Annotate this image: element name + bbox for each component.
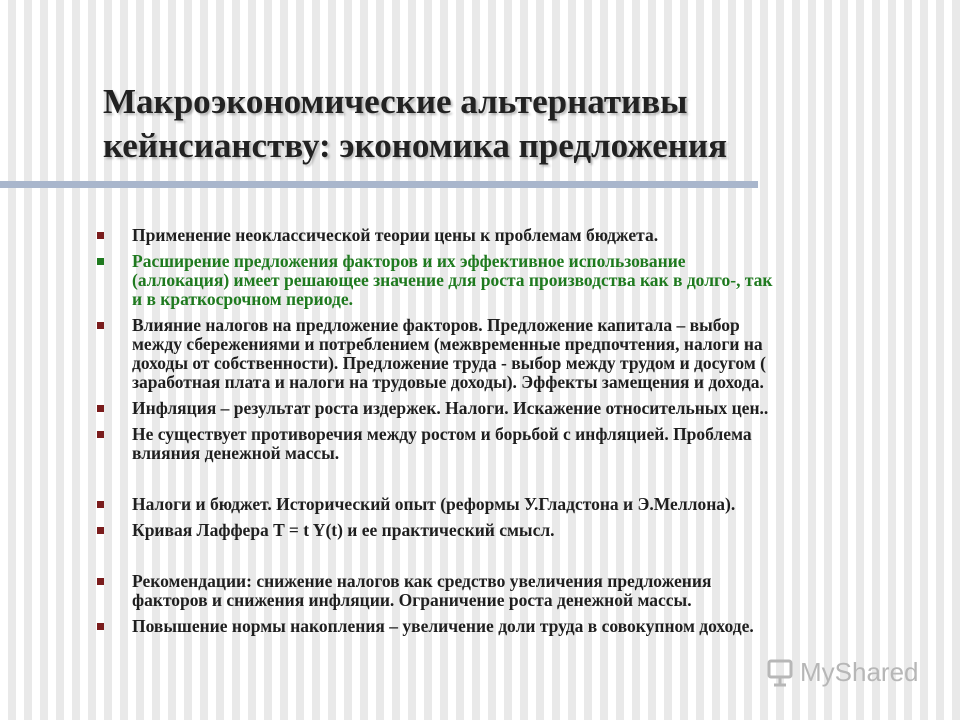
square-bullet-icon (97, 501, 104, 508)
bullet-item-inflation (0, 399, 960, 418)
bullet-item-recommendations (0, 572, 960, 610)
bullet-line: Рекомендации: снижение налогов как средство увеличения предложения (132, 571, 712, 591)
watermark-text: MyShared (800, 657, 919, 687)
bullet-line: Повышение нормы накопления – увеличение доли труда в совокупном доходе. (132, 616, 754, 636)
bullet-item-laffer-curve (0, 521, 960, 540)
bullet-line: и в краткосрочном периоде. (132, 289, 353, 309)
square-bullet-icon (97, 431, 104, 438)
bullet-line: Применение неоклассической теории цены к проблемам бюджета. (132, 225, 659, 245)
bullet-line: влияния денежной массы. (132, 443, 340, 463)
bullet-line: Кривая Лаффера T = t Y(t) и ее практический смысл. (132, 520, 555, 540)
bullet-line: Налоги и бюджет. Исторический опыт (реформы У.Гладстона и Э.Меллона). (132, 494, 736, 514)
bullet-item-factor-supply (0, 252, 960, 309)
bullet-line: Расширение предложения факторов и их эффективное использование (132, 251, 686, 271)
bullet-item-savings-rate (0, 617, 960, 636)
square-bullet-icon (97, 578, 104, 585)
presentation-screen-icon (766, 658, 794, 688)
bullet-item-taxes-budget (0, 495, 960, 514)
bullet-item-budget-theory (0, 226, 960, 245)
bullet-line: Инфляция – результат роста издержек. Налоги. Искажение относительных цен.. (132, 398, 769, 418)
title-underline-bar (0, 181, 758, 188)
bullet-item-growth-inflation (0, 425, 960, 463)
bullet-line: заработная плата и налоги на трудовые доходы). Эффекты замещения и дохода. (132, 372, 764, 392)
bullet-line: Влияние налогов на предложение факторов. Предложение капитала – выбор (132, 315, 740, 335)
slide-title (103, 80, 863, 168)
bullet-line: факторов и снижения инфляции. Ограничение роста денежной массы. (132, 590, 692, 610)
bullet-line: Не существует противоречия между ростом и борьбой с инфляцией. Проблема (132, 424, 752, 444)
bullet-line: между сбережениями и потреблением (межвременные предпочтения, налоги на (132, 334, 763, 354)
square-bullet-icon (97, 405, 104, 412)
bullet-line: доходы от собственности). Предложение труда - выбор между трудом и досугом ( (132, 353, 766, 373)
square-bullet-icon (97, 232, 104, 239)
bullet-line: (аллокация) имеет решающее значение для роста производства как в долго-, так (132, 270, 773, 290)
bullet-item-taxes-factors (0, 316, 960, 392)
myshared-watermark (766, 657, 919, 688)
square-bullet-icon (97, 623, 104, 630)
square-bullet-icon (97, 322, 104, 329)
title-line-1: Макроэкономические альтернативы (103, 82, 688, 121)
square-bullet-icon (97, 527, 104, 534)
title-line-2: кейнсианству: экономика предложения (103, 126, 728, 165)
bullet-list (0, 226, 960, 636)
square-bullet-icon (97, 258, 104, 265)
